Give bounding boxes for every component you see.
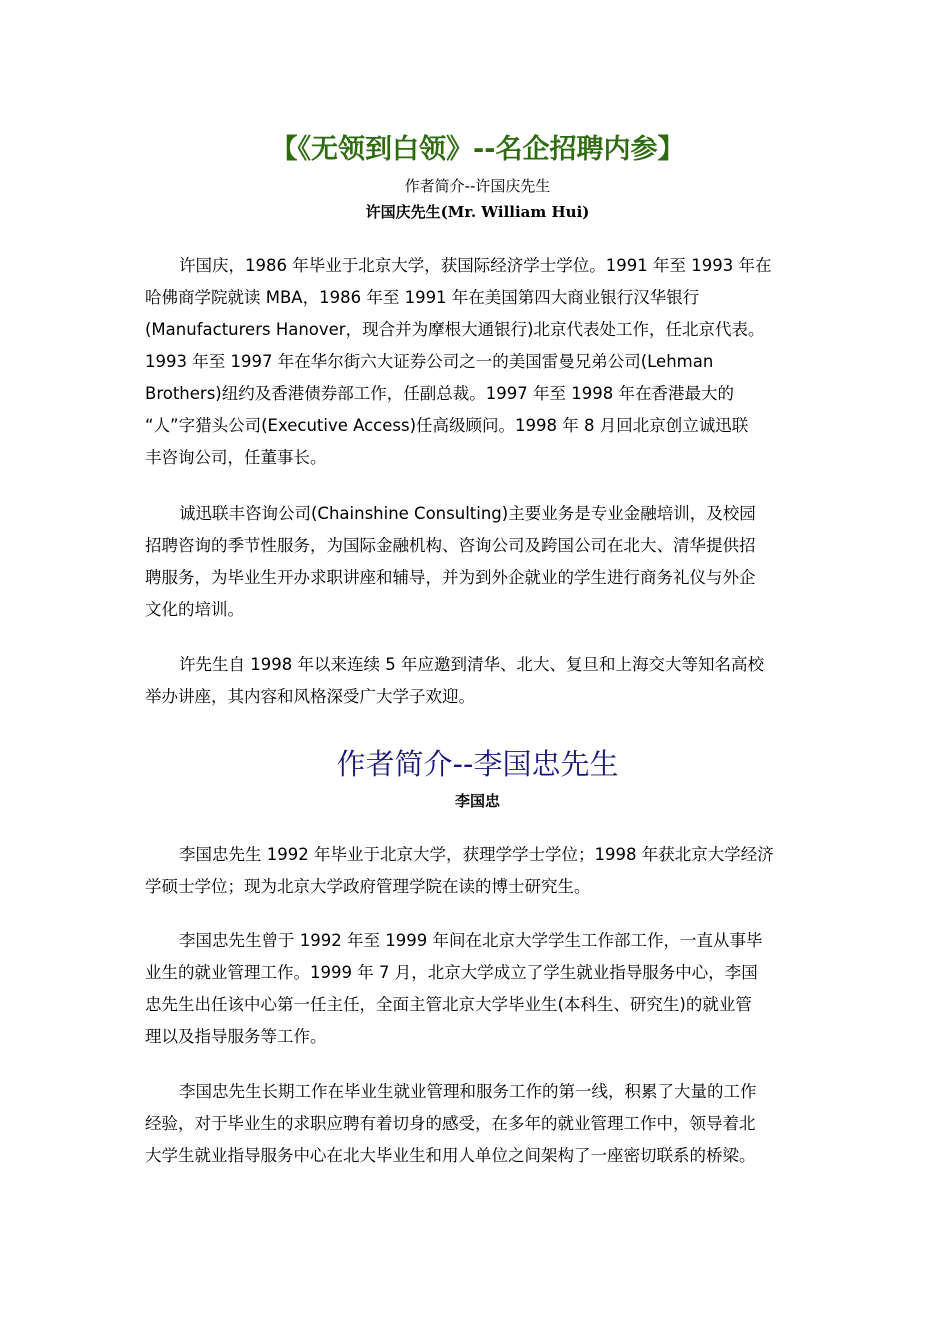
text-line: 学硕士学位；现为北京大学政府管理学院在读的博士研究生。 [145, 877, 591, 896]
text-line: 哈佛商学院就读 MBA，1986 年至 1991 年在美国第四大商业银行汉华银行 [145, 288, 700, 307]
text-line: 许先生自 1998 年以来连续 5 年应邀到清华、北大、复旦和上海交大等知名高校 [179, 655, 764, 674]
text-line: 举办讲座，其内容和风格深受广大学子欢迎。 [145, 687, 475, 706]
text-line: 丰咨询公司，任董事长。 [145, 448, 327, 467]
text-line: 理以及指导服务等工作。 [145, 1027, 327, 1046]
author2-name: 李国忠 [454, 792, 500, 810]
text-line: “人”字猎头公司(Executive Access)任高级顾问。1998 年 8 月回北京创立诚迅联 [145, 416, 749, 435]
text-line: 李国忠先生曾于 1992 年至 1999 年间在北京大学学生工作部工作，一直从事毕 [179, 931, 763, 950]
text-line: 许国庆，1986 年毕业于北京大学，获国际经济学士学位。1991 年至 1993 年在 [179, 256, 772, 275]
text-line: 业生的就业管理工作。1999 年 7 月，北京大学成立了学生就业指导服务中心，李国 [145, 963, 758, 982]
author2-paragraph [145, 839, 810, 903]
text-line: 忠先生出任该中心第一任主任，全面主管北京大学毕业生(本科生、研究生)的就业管 [145, 995, 752, 1014]
text-line: (Manufacturers Hanover，现合并为摩根大通银行)北京代表处工作，任北京代表。 [145, 320, 765, 339]
text-line: 1993 年至 1997 年在华尔街六大证券公司之一的美国雷曼兄弟公司(Lehman [145, 352, 714, 371]
text-line: 招聘咨询的季节性服务，为国际金融机构、咨询公司及跨国公司在北大、清华提供招 [145, 536, 756, 555]
author1-paragraph [145, 250, 810, 474]
author2-paragraph [145, 925, 810, 1053]
author1-name: 许国庆先生(Mr. William Hui) [365, 203, 590, 221]
author1-paragraph [145, 649, 810, 713]
author2-paragraph [145, 1076, 810, 1172]
text-line: 经验，对于毕业生的求职应聘有着切身的感受，在多年的就业管理工作中，领导着北 [145, 1114, 756, 1133]
author1-heading: 作者简介--许国庆先生 [404, 177, 551, 195]
text-line: Brothers)纽约及香港债券部工作，任副总裁。1997 年至 1998 年在香港最大的 [145, 384, 734, 403]
text-line: 大学生就业指导服务中心在北大毕业生和用人单位之间架构了一座密切联系的桥梁。 [145, 1146, 756, 1165]
text-line: 聘服务，为毕业生开办求职讲座和辅导，并为到外企就业的学生进行商务礼仪与外企 [145, 568, 756, 587]
text-line: 诚迅联丰咨询公司(Chainshine Consulting)主要业务是专业金融培训，及校园 [179, 504, 756, 523]
author1-paragraph [145, 498, 810, 626]
text-line: 李国忠先生 1992 年毕业于北京大学，获理学学士学位；1998 年获北京大学经济 [179, 845, 774, 864]
text-line: 李国忠先生长期工作在毕业生就业管理和服务工作的第一线，积累了大量的工作 [179, 1082, 757, 1101]
author2-heading: 作者简介--李国忠先生 [336, 747, 619, 781]
text-line: 文化的培训。 [145, 600, 244, 619]
document-title: 【《无领到白领》--名企招聘内参】 [270, 134, 685, 165]
